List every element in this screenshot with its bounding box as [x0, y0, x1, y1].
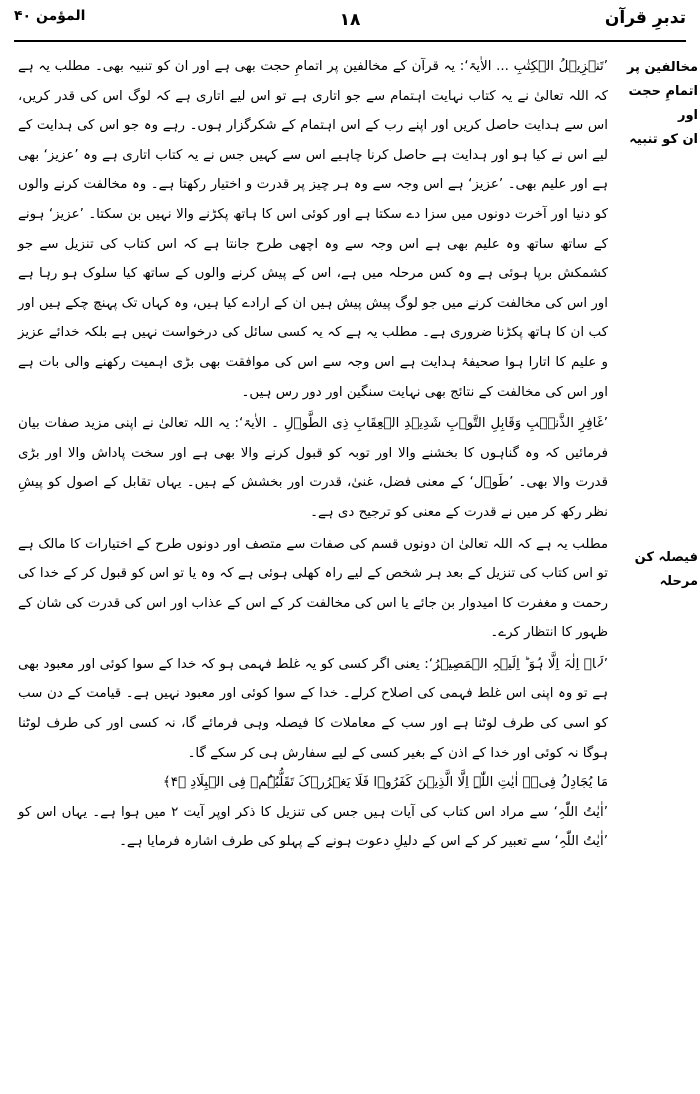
paragraph-la-ilaha: ’لَاۤ اِلٰہَ اِلَّا ہُوَ ؕ اِلَیۡہِ الۡمَصِیۡرُ‘: یعنی اگر کسی کو یہ غلط فہمی ہو کہ خدا کے سوا کوئی اور معبود بھی ہے تو وہ اپنی اس غلط فہمی کی اصلاح کرلے۔ خدا کے سوا کوئی اور معبود نہیں ہے۔ قیامت کے دن سب کو اسی کی طرف لوٹنا ہے اور سب کے معاملات کا فیصلہ وہی فرمائے گا، نہ کسی اور کی طرف لوٹنا ہوگا نہ کوئی اور خدا کے اذن کے بغیر کسی کے لیے سفارش ہی کر سکے گا۔ [18, 656, 608, 761]
section-tauheed [18, 650, 608, 768]
margin-note-line: مخالفین پر [626, 60, 698, 75]
page-number: ۱۸ [339, 10, 361, 30]
header-divider [14, 40, 686, 42]
paragraph-ghafir: ’غَافِرِ الذَّنۡۢبِ وَقَابِلِ التَّوۡبِ شَدِیۡدِ الۡعِقَابِ ذِی الطَّوۡلِ ۔ الاٰیۃ‘: یہ اللہ تعالیٰ نے اپنی مزید صفات بیان فرمائیں کہ وہ گناہوں کا بخشنے والا اور توبہ کو قبول کرنے والا بھی ہے اور سخت پاداش والا اور بڑی قدرت والا بھی۔ ’طَوۡل‘ کے معنی فضل، غنیٰ، قدرت اور بخشش کے ہیں۔ یہاں تقابل کے اصول کو پیشِ نظر رکھ کر میں نے قدرت کے معنی کو ترجیح دی ہے۔ [18, 416, 608, 520]
section-sifaat [18, 409, 608, 527]
margin-note-line: مرحلہ [659, 573, 698, 589]
section-faisla [18, 530, 698, 648]
paragraph-ayat-allah: ’اٰیٰتُ اللّٰہِ‘ سے مراد اس کتاب کی آیات ہیں جس کی تنزیل کا ذکر اوپر آیت ۲ میں ہوا ہے۔ یہاں اس کو ’اٰیٰتُ اللّٰہِ‘ سے تعبیر کر کے اس کے دلیلِ دعوت ہونے کے پہلو کی طرف اشارہ فرمایا ہے۔ [18, 804, 608, 850]
paragraph-tanzeel: ’تَنۡزِیۡلُ الۡکِتٰبِ ... الاٰیۃ‘: یہ قرآن کے مخالفین پر اتمامِ حجت بھی ہے اور ان کو تنبیہ بھی۔ مطلب یہ ہے کہ اللہ تعالیٰ نے یہ کتاب نہایت اہتمام سے جو اتاری ہے تو اس لیے اتاری ہے کہ لوگ اس کی قدر کریں، اس سے ہدایت حاصل کریں اور اپنے رب کے اس اہتمام کے شکرگزار ہوں۔ رہے وہ جو اس کی ہدایت کے لیے اس نے کیا ہو اور ہدایت ہے حاصل کرنا چاہیے اس سے کہیں جس نے یہ کتاب اتاری ہے وہ ’عزیز‘ بھی ہے اور علیم بھی۔ ’عزیز‘ ہے اس وجہ سے وہ ہر چیز پر قدرت و اختیار رکھتا ہے۔ وہ مخالفت کرنے والوں کو دنیا اور آخرت دونوں میں سزا دے سکتا ہے اور کوئی اس کا ہاتھ پکڑنے والا نہیں بن سکتا۔ ’عزیز‘ ہونے کے ساتھ ساتھ وہ علیم بھی ہے اس وجہ سے وہ اچھی طرح جانتا ہے کہ اس کتاب کی تنزیل سے جو کشمکش برپا ہوئی ہے وہ کس مرحلہ میں ہے، اس کے پیش کرنے والوں کے ساتھ کیا سلوک ہو رہا ہے اور اس کی مخالفت کرنے میں جو لوگ پیش پیش ہیں ان کے ارادے کیا ہیں، وہ کہاں تک پہنچ چکے ہیں اور کب ان کا ہاتھ پکڑنا ضروری ہے۔ مطلب یہ ہے کہ یہ کسی سائل کی درخواست نہیں ہے بلکہ خدائے عزیز و علیم کا اتارا ہوا صحیفۂ ہدایت ہے اس وجہ سے اس کی موافقت بھی بڑی اہمیت رکھنے والی بات ہے اور اس کی مخالفت کے نتائج بھی نہایت سنگین اور دور رس ہیں۔ [18, 59, 609, 400]
page-header [14, 6, 686, 38]
section-ayah [18, 768, 608, 798]
margin-note-faisla [616, 546, 698, 594]
surah-label: المؤمن ۴۰ [14, 8, 86, 24]
margin-note-tanbeeh [616, 56, 698, 152]
margin-note-line: ان کو تنبیہ [629, 132, 698, 147]
section-tanbeeh [18, 52, 698, 407]
margin-note-line: فیصلہ کن [634, 549, 698, 565]
book-title: تدبرِ قرآن [604, 8, 686, 28]
margin-note-line: اتمامِ حجت اور [628, 84, 698, 123]
paragraph-faisla: مطلب یہ ہے کہ اللہ تعالیٰ ان دونوں قسم کی صفات سے متصف اور دونوں طرح کے اختیارات کا مالک ہے تو اس کتاب کی تنزیل کے بعد ہر شخص کے لیے راہ کھلی ہوئی ہے کہ وہ یا تو اس کو قبول کر کے خدا کی رحمت و مغفرت کا امیدوار بن جائے یا اس کی مخالفت کر کے اس کے عذاب اور اس کی قدرت کی شان کے ظہور کا انتظار کرے۔ [18, 536, 608, 641]
quran-verse: مَا یُجَادِلُ فِیۡۤ اٰیٰتِ اللّٰہِ اِلَّا الَّذِیۡنَ کَفَرُوۡا فَلَا یَغۡرُرۡکَ تَقَلُّبُہُمۡ فِی الۡبِلَادِ ﴿۴﴾ [162, 775, 608, 791]
section-ayat-allah [18, 798, 608, 857]
page-body [18, 52, 698, 857]
